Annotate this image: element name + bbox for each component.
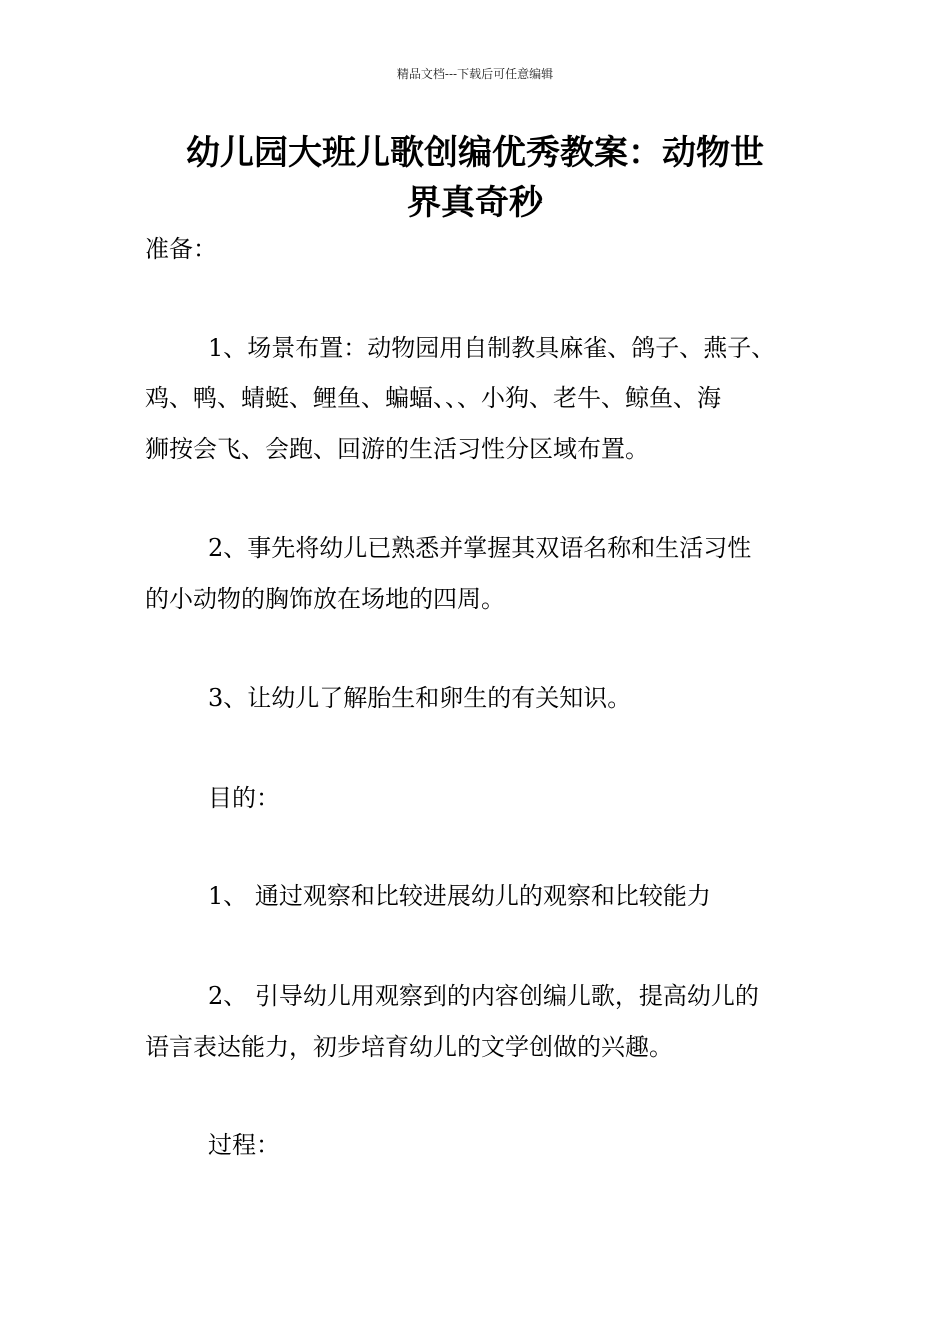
goal-item-1-line-1: 1、 通过观察和比较进展幼儿的观察和比较能力 — [208, 882, 711, 910]
title-line-2: 界真奇秒 — [407, 183, 543, 223]
prep-item-1-line-3: 狮按会飞、会跑、回游的生活习性分区域布置。 — [145, 435, 649, 463]
prep-item-1-line-1: 1、场景布置：动物园用自制教具麻雀、鸽子、燕子、 — [208, 334, 776, 362]
goal-item-2-line-2: 语言表达能力，初步培育幼儿的文学创做的兴趣。 — [145, 1033, 673, 1061]
goal-item-2-line-1: 2、 引导幼儿用观察到的内容创编儿歌，提高幼儿的 — [208, 982, 759, 1010]
document-title — [120, 128, 830, 228]
prep-item-2-line-1: 2、事先将幼儿已熟悉并掌握其双语名称和生活习性 — [208, 534, 752, 562]
process-heading: 过程： — [208, 1131, 280, 1159]
prep-heading: 准备： — [145, 235, 217, 263]
goal-heading: 目的： — [208, 784, 280, 812]
prep-item-1-line-2: 鸡、鸭、蜻蜓、鲤鱼、蝙蝠、、、小狗、老牛、鲸鱼、海 — [145, 384, 721, 412]
title-line-1: 幼儿园大班儿歌创编优秀教案：动物世 — [186, 133, 764, 173]
prep-item-2-line-2: 的小动物的胸饰放在场地的四周。 — [145, 585, 505, 613]
page-header: 精品文档---下载后可任意编辑 — [396, 67, 554, 81]
prep-item-3-line-1: 3、让幼儿了解胎生和卵生的有关知识。 — [208, 684, 632, 712]
